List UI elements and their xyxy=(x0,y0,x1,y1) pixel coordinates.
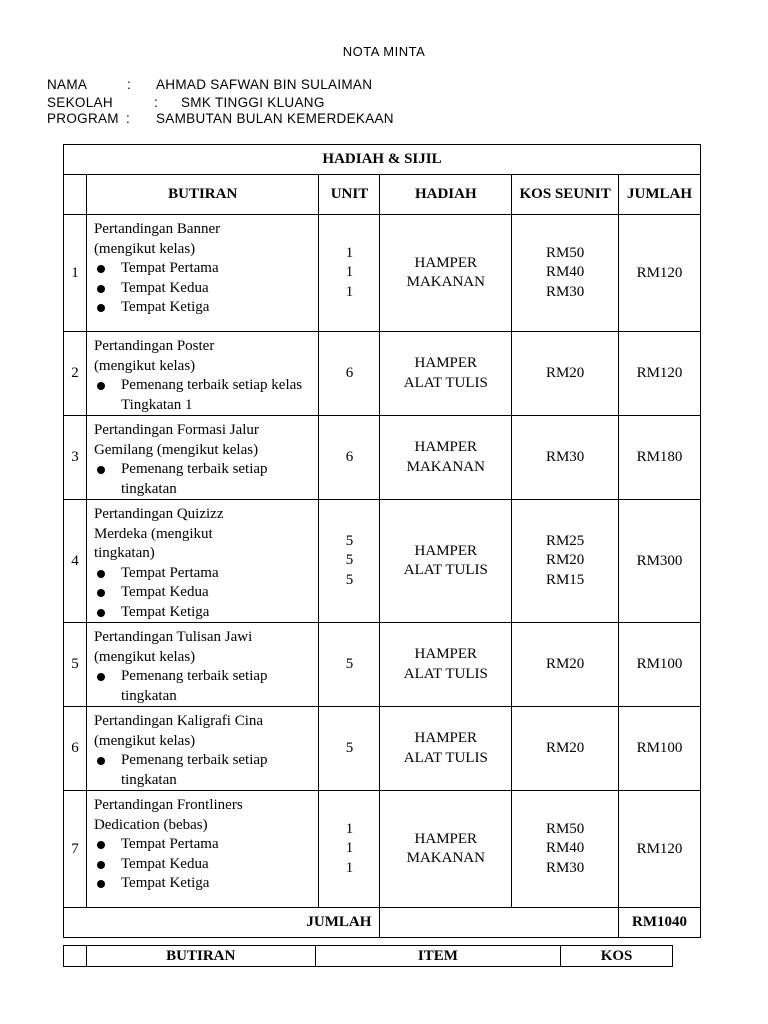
nama-label: NAMA xyxy=(47,77,88,92)
row-jumlah: RM180 xyxy=(619,416,701,500)
hadiah-line: ALAT TULIS xyxy=(403,749,488,766)
row-butiran xyxy=(86,791,319,908)
table-row xyxy=(64,623,701,707)
unit-value: 5 xyxy=(345,739,354,756)
kos-value: RM15 xyxy=(545,571,585,588)
row-butiran xyxy=(86,623,319,707)
second-header-kos: KOS xyxy=(561,946,673,967)
butiran-title-line: (mengikut kelas) xyxy=(93,732,196,749)
hadiah-line: HAMPER xyxy=(414,830,478,847)
table-row xyxy=(64,416,701,500)
table-row xyxy=(64,500,701,623)
butiran-bullet: Tempat Ketiga xyxy=(94,603,315,623)
row-hadiah xyxy=(380,416,512,500)
row-unit xyxy=(319,791,380,908)
header-cell-no xyxy=(64,175,87,215)
second-header-row xyxy=(64,946,673,967)
butiran-bullet: Tempat Ketiga xyxy=(94,298,315,318)
hadiah-line: HAMPER xyxy=(414,730,478,746)
butiran-title-line: (mengikut kelas) xyxy=(93,357,196,374)
hadiah-line: MAKANAN xyxy=(406,458,485,475)
butiran-title-line: Pertandingan Kaligrafi Cina xyxy=(93,713,264,729)
unit-value: 6 xyxy=(345,364,354,381)
butiran-item-kos-table xyxy=(63,945,673,967)
unit-value: 6 xyxy=(345,448,354,465)
butiran-bullet: Pemenang terbaik setiap tingkatan xyxy=(94,460,315,499)
kos-value: RM50 xyxy=(545,820,585,837)
row-jumlah: RM300 xyxy=(619,500,701,623)
butiran-title-line: Pertandingan Tulisan Jawi xyxy=(93,629,253,645)
butiran-title-line: (mengikut kelas) xyxy=(93,240,196,257)
kos-value: RM30 xyxy=(545,859,585,876)
hadiah-line: HAMPER xyxy=(414,646,478,662)
row-kos-seunit xyxy=(512,416,619,500)
hadiah-line: HAMPER xyxy=(414,439,478,455)
unit-value: 5 xyxy=(345,571,354,588)
butiran-title-line: (mengikut kelas) xyxy=(93,648,196,665)
colon: : xyxy=(154,95,159,110)
table-heading-row xyxy=(64,145,701,175)
row-unit xyxy=(319,416,380,500)
butiran-title-line: Gemilang (mengikut kelas) xyxy=(93,441,259,458)
hadiah-line: ALAT TULIS xyxy=(403,665,488,682)
butiran-title-line: Dedication (bebas) xyxy=(93,816,208,833)
table-row xyxy=(64,215,701,332)
second-header-item: ITEM xyxy=(315,946,561,967)
program-label: PROGRAM xyxy=(47,111,119,126)
header-butiran: BUTIRAN xyxy=(86,175,319,215)
butiran-title-line: Merdeka (mengikut xyxy=(93,525,213,542)
row-butiran xyxy=(86,332,319,416)
butiran-title-line: Pertandingan Formasi Jalur xyxy=(93,422,259,438)
row-kos-seunit xyxy=(512,332,619,416)
row-kos-seunit xyxy=(512,707,619,791)
row-jumlah: RM120 xyxy=(619,791,701,908)
row-jumlah: RM120 xyxy=(619,215,701,332)
unit-value: 1 xyxy=(345,859,354,876)
unit-value: 1 xyxy=(345,840,354,857)
kos-value: RM20 xyxy=(545,655,585,672)
sekolah-label: SEKOLAH xyxy=(47,95,113,110)
hadiah-line: ALAT TULIS xyxy=(403,562,488,578)
row-unit xyxy=(319,707,380,791)
table-heading: HADIAH & SIJIL xyxy=(64,145,701,175)
butiran-bullet: Tempat Ketiga xyxy=(94,874,315,894)
row-butiran xyxy=(86,707,319,791)
document-title: NOTA MINTA xyxy=(342,44,426,59)
second-header-no xyxy=(64,946,87,967)
row-hadiah xyxy=(380,215,512,332)
program-value: SAMBUTAN BULAN KEMERDEKAAN xyxy=(156,111,394,126)
total-row xyxy=(64,908,701,938)
butiran-title-line: Pertandingan Poster xyxy=(93,338,215,354)
butiran-bullet: Tempat Kedua xyxy=(94,583,315,603)
hadiah-line: MAKANAN xyxy=(406,850,485,866)
row-hadiah xyxy=(380,332,512,416)
row-number: 2 xyxy=(64,332,87,416)
kos-value: RM30 xyxy=(545,448,585,465)
row-kos-seunit xyxy=(512,500,619,623)
hadiah-sijil-table xyxy=(63,144,701,938)
hadiah-line: MAKANAN xyxy=(406,274,485,290)
kos-value: RM40 xyxy=(545,264,585,281)
row-number: 4 xyxy=(64,500,87,623)
row-number: 6 xyxy=(64,707,87,791)
butiran-title-line: Pertandingan Quizizz xyxy=(93,506,224,522)
hadiah-line: HAMPER xyxy=(414,542,478,559)
table-row xyxy=(64,707,701,791)
butiran-bullet: Tempat Pertama xyxy=(94,564,315,584)
butiran-title-line: Pertandingan Frontliners xyxy=(93,797,243,813)
sekolah-value: SMK TINGGI KLUANG xyxy=(181,95,325,110)
row-hadiah xyxy=(380,791,512,908)
unit-value: 5 xyxy=(345,532,354,549)
row-number: 3 xyxy=(64,416,87,500)
kos-value: RM20 xyxy=(545,739,585,756)
row-number: 1 xyxy=(64,215,87,332)
kos-value: RM20 xyxy=(545,364,585,381)
hadiah-line: HAMPER xyxy=(414,254,478,271)
table-row xyxy=(64,332,701,416)
kos-value: RM30 xyxy=(545,283,585,300)
butiran-bullet: Tempat Pertama xyxy=(94,259,315,279)
butiran-title-line: Pertandingan Banner xyxy=(93,221,221,237)
unit-value: 5 xyxy=(345,655,354,672)
row-unit xyxy=(319,623,380,707)
column-header-row xyxy=(64,175,701,215)
row-unit xyxy=(319,500,380,623)
row-butiran xyxy=(86,500,319,623)
row-hadiah xyxy=(380,707,512,791)
butiran-bullet: Tempat Pertama xyxy=(94,835,315,855)
row-jumlah: RM100 xyxy=(619,707,701,791)
row-kos-seunit xyxy=(512,791,619,908)
kos-value: RM50 xyxy=(545,244,585,261)
total-value: RM1040 xyxy=(619,908,701,938)
butiran-title-line: tingkatan) xyxy=(93,545,155,561)
row-hadiah xyxy=(380,500,512,623)
header-jumlah: JUMLAH xyxy=(619,175,701,215)
row-hadiah xyxy=(380,623,512,707)
unit-value: 5 xyxy=(345,552,354,569)
total-label: JUMLAH xyxy=(64,908,380,938)
row-number: 7 xyxy=(64,791,87,908)
total-empty xyxy=(380,908,619,938)
kos-value: RM25 xyxy=(545,532,585,549)
butiran-bullet: Tempat Kedua xyxy=(94,279,315,299)
header-unit: UNIT xyxy=(319,175,380,215)
hadiah-line: HAMPER xyxy=(414,355,478,371)
colon: : xyxy=(127,77,132,92)
kos-value: RM40 xyxy=(545,840,585,857)
row-jumlah: RM100 xyxy=(619,623,701,707)
butiran-bullet: Tempat Kedua xyxy=(94,855,315,875)
row-butiran xyxy=(86,215,319,332)
unit-value: 1 xyxy=(345,283,354,300)
butiran-bullet: Pemenang terbaik setiap tingkatan xyxy=(94,667,315,706)
colon: : xyxy=(126,111,131,126)
hadiah-line: ALAT TULIS xyxy=(403,374,488,391)
butiran-bullet: Pemenang terbaik setiap kelas Tingkatan 1 xyxy=(94,376,315,415)
row-unit xyxy=(319,332,380,416)
butiran-bullet: Pemenang terbaik setiap tingkatan xyxy=(94,751,315,790)
unit-value: 1 xyxy=(345,264,354,281)
kos-value: RM20 xyxy=(545,552,585,569)
table-row xyxy=(64,791,701,908)
nama-value: AHMAD SAFWAN BIN SULAIMAN xyxy=(156,77,373,92)
header-hadiah: HADIAH xyxy=(380,175,512,215)
row-kos-seunit xyxy=(512,215,619,332)
unit-value: 1 xyxy=(345,820,354,837)
row-kos-seunit xyxy=(512,623,619,707)
row-butiran xyxy=(86,416,319,500)
second-header-butiran: BUTIRAN xyxy=(86,946,315,967)
row-unit xyxy=(319,215,380,332)
unit-value: 1 xyxy=(345,244,354,261)
row-number: 5 xyxy=(64,623,87,707)
header-kos-seunit: KOS SEUNIT xyxy=(512,175,619,215)
row-jumlah: RM120 xyxy=(619,332,701,416)
